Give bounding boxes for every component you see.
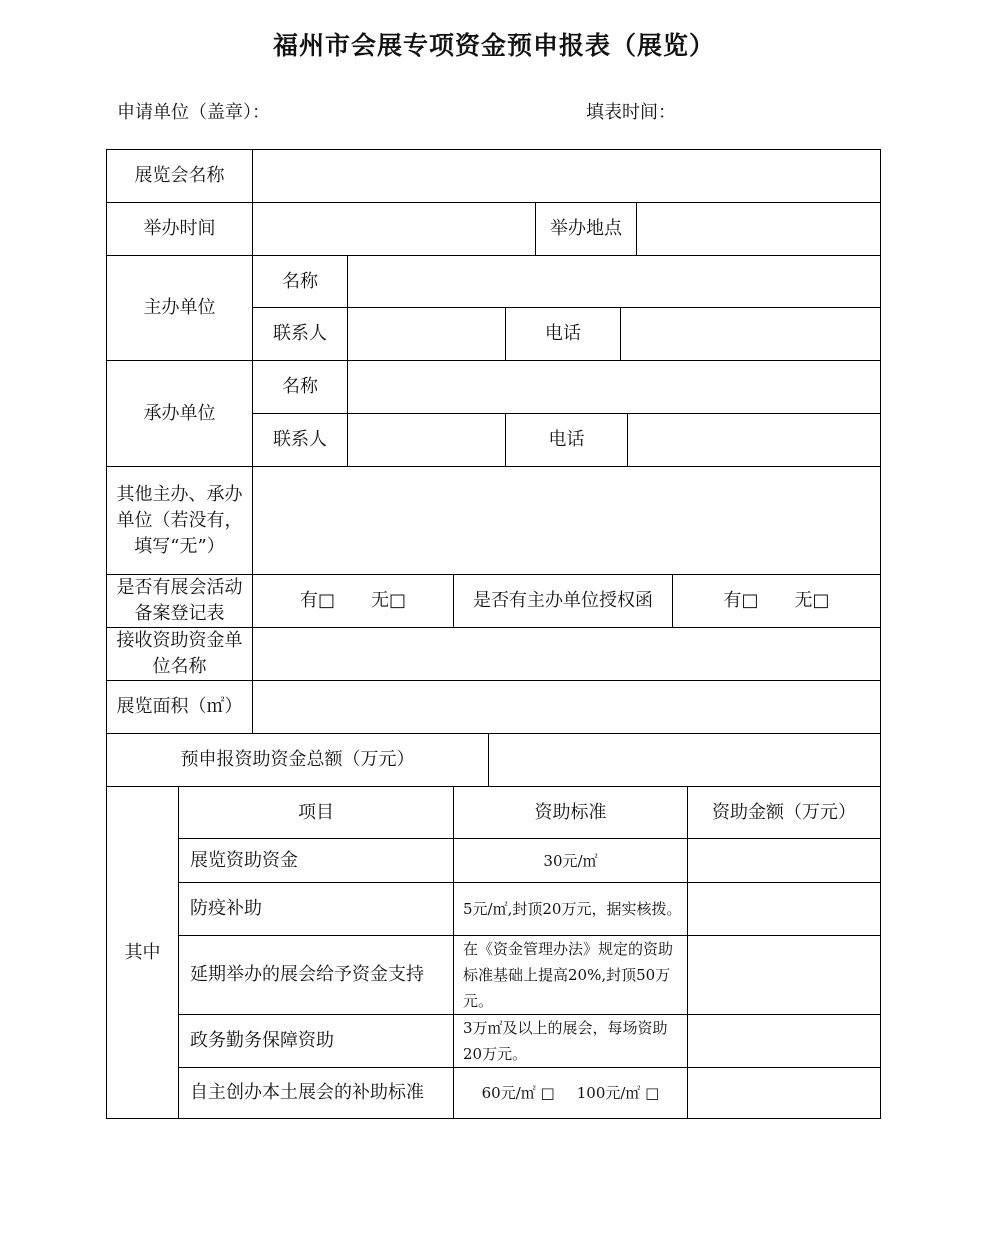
filing-form-label: 是否有展会活动备案登记表 [116,577,243,624]
area-field[interactable] [252,680,881,734]
authorization-no-checkbox[interactable]: 无□ [794,590,830,611]
organizer-label: 主办单位 [143,297,216,318]
table-row-standard: 3万㎡及以上的展会，每场资助20万元。 [463,1019,668,1063]
standard-100-checkbox[interactable]: 100元/㎡ □ [576,1084,660,1102]
undertaker-name-label: 名称 [282,376,318,397]
authorization-label: 是否有主办单位授权函 [473,590,653,611]
exhibition-name-field[interactable] [252,149,881,203]
filing-form-options [252,574,454,628]
undertaker-contact-label: 联系人 [273,429,327,450]
form-title: 福州市会展专项资金预申报表（展览） [272,31,715,60]
filing-yes-checkbox[interactable]: 有□ [299,590,335,611]
recipient-label: 接收资助资金单位名称 [116,630,243,677]
col-header-standard: 资助标准 [534,801,607,823]
among-label: 其中 [124,941,161,963]
table-row-item: 展览资助资金 [190,849,298,871]
amount-field[interactable] [687,838,881,883]
applicant-label: 申请单位（盖章）： [117,102,270,123]
hold-place-field[interactable] [636,202,881,256]
organizer-phone-field[interactable] [620,307,881,361]
organizer-phone-label: 电话 [545,323,581,344]
table-row-item: 延期举办的展会给予资金支持 [190,964,424,985]
total-label: 预申报资助资金总额（万元） [180,749,415,770]
organizer-name-label: 名称 [282,270,318,292]
organizer-contact-label: 联系人 [273,323,327,344]
table-row-item: 防疫补助 [190,898,262,919]
undertaker-phone-label: 电话 [548,429,585,450]
organizer-name-field[interactable] [347,255,881,308]
standard-60-checkbox[interactable]: 60元/㎡ □ [481,1084,555,1102]
undertaker-contact-field[interactable] [347,413,506,467]
col-header-amount: 资助金额（万元） [712,801,856,823]
table-row-standard: 5元/㎡,封顶20万元，据实核拨。 [463,900,682,918]
date-label: 填表时间： [586,102,676,123]
area-label: 展览面积（㎡） [116,696,243,717]
amount-field[interactable] [687,882,881,936]
amount-field[interactable] [687,1067,881,1119]
table-row-standard-options [453,1067,688,1119]
table-row-item: 自主创办本土展会的补助标准 [190,1082,424,1103]
other-units-label: 其他主办、承办单位（若没有，填写“无”） [116,483,243,557]
hold-time-field[interactable] [252,202,536,256]
exhibition-name-label: 展览会名称 [134,165,225,186]
other-units-field[interactable] [252,466,881,575]
table-row-standard: 30元/㎡ [543,851,598,870]
recipient-field[interactable] [252,627,881,681]
organizer-contact-field[interactable] [347,307,506,361]
hold-place-label: 举办地点 [550,218,622,239]
filing-no-checkbox[interactable]: 无□ [371,590,407,611]
table-row-standard: 在《资金管理办法》规定的资助标准基础上提高20%,封顶50万元。 [463,940,674,1010]
amount-field[interactable] [687,1014,881,1068]
undertaker-phone-field[interactable] [627,413,881,467]
authorization-yes-checkbox[interactable]: 有□ [723,590,759,611]
hold-time-label: 举办时间 [143,218,216,239]
undertaker-name-field[interactable] [347,360,881,414]
undertaker-label: 承办单位 [143,402,216,424]
total-field[interactable] [488,733,881,787]
col-header-item: 项目 [298,801,334,823]
amount-field[interactable] [687,935,881,1015]
table-row-item: 政务勤务保障资助 [190,1030,334,1051]
authorization-options [672,574,881,628]
